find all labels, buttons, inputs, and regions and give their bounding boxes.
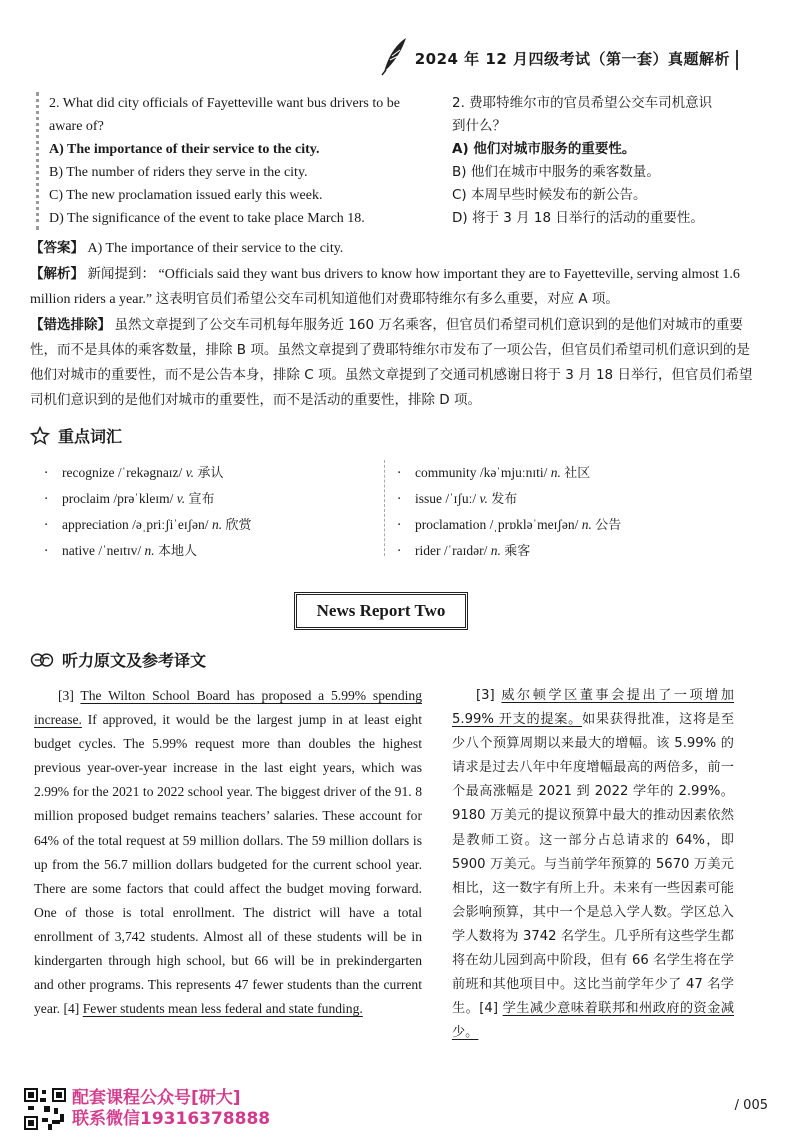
option-c: C) The new proclamation issued early this week. xyxy=(49,188,323,203)
transcript-heading-text: 听力原文及参考译文 xyxy=(62,651,207,670)
star-outline-icon xyxy=(30,426,50,446)
vocab-item: · community /kəˈmjuːnɪti/ n. 社区 xyxy=(397,465,591,481)
vocab-item: · recognize /ˈrekəgnaɪz/ v. 承认 xyxy=(44,465,224,481)
option-a-correct: A) The importance of their service to the city. xyxy=(49,142,320,157)
question-stem-cn: 2. 费耶特维尔市的官员希望公交车司机意识 xyxy=(452,95,713,111)
question-stem-cont: aware of? xyxy=(49,119,104,134)
elimination-text: 虽然文章提到了公交车司机每年服务近 160 万名乘客，但官员们希望司机们意识到的是他们对城市的重要性，而不是具体的乘客数量，排除 B 项。虽然文章提到了费耶特维尔市发布了一项公告，但官员们希望司机们意识到的是他们对城市的重要性，而不是公告本身，排除 C 项。虽然文章提到了交通司机感谢日将于 3 月 18 日举行，但官员们希望司机们意识到的是他们对城市的重要性，而不是活动的重要性，排除 D 项。 xyxy=(30,317,753,408)
watermark-line-1: 配套课程公众号[研大] xyxy=(72,1088,241,1108)
vocab-item: · appreciation /əˌpriːʃiˈeɪʃən/ n. 欣赏 xyxy=(44,517,252,533)
option-b-cn: B) 他们在城市中服务的乘客数量。 xyxy=(452,164,660,180)
analysis-tag: 【解析】 xyxy=(30,266,84,282)
header-divider xyxy=(736,50,738,70)
vocab-item: · rider /ˈraɪdər/ n. 乘客 xyxy=(397,543,531,559)
answer-text: A) The importance of their service to the city. xyxy=(87,241,344,256)
key-sentence-underlined: Fewer students mean less federal and state funding. xyxy=(82,1001,363,1017)
key-sentence-underlined: The Wilton School Board has proposed a 5.99% spending increase. xyxy=(34,688,422,728)
question-stem-cn-cont: 到什么？ xyxy=(452,118,506,134)
passage-body: If approved, it would be the largest jump in at least eight budget cycles. The 5.99% request more than doubles the highest previous year-over-year increase in the last eight years, which was 2.99% for the 2021 to 2022 school year. The biggest driver of the 91. 8 million proposed budget remains teachers’ salaries. These account for 64% of the total request at 59 million dollars. The 59 million dollars is up from the 56.7 million dollars budgeted for the current school year. There are some factors that could affect the budget moving forward. One of those is total enrollment. The district will have a total enrollment of 3,742 students. Almost all of these students will be in kindergarten through high school, but 66 will be in prekindergarten and other programs. This represents 47 fewer students than the current year. xyxy=(34,712,422,1017)
vocab-column-right xyxy=(384,460,717,559)
quill-feather-icon xyxy=(378,36,408,76)
paragraph-marker-cn: [3] xyxy=(476,688,495,703)
question-stem: 2. What did city officials of Fayetteville want bus drivers to be xyxy=(49,96,400,111)
vocab-heading xyxy=(30,424,122,447)
page-header xyxy=(378,36,738,76)
vocab-column-left xyxy=(44,460,364,564)
watermark-line-2: 联系微信19316378888 xyxy=(72,1109,271,1129)
elimination-tag: 【错选排除】 xyxy=(30,317,111,333)
answer-line xyxy=(30,236,758,261)
key-sentence-underlined-cn: 威尔顿学区董事会提出了一项增加 5.99% 开支的提案。 xyxy=(452,688,734,728)
listening-chat-icon xyxy=(30,650,54,670)
answer-tag: 【答案】 xyxy=(30,240,84,256)
vocab-item: · issue /ˈɪʃuː/ v. 发布 xyxy=(397,491,518,507)
paragraph-marker-cn: [4] xyxy=(479,1001,498,1017)
passage-chinese xyxy=(452,684,734,1045)
paragraph-marker: [3] xyxy=(58,688,74,703)
passage-body-cn: 如果获得批准，这将是至少八个预算周期以来最大的增幅。该 5.99% 的请求是过去八年中年度增幅最高的两倍多，前一个最高涨幅是 2021 到 2022 学年的 2.99%。9180 万美元的提议预算中最大的推动因素依然是教师工资。这一部分占总请求的 64%，即 5900 万美元。与当前学年预算的 5670 万美元相比，这一数字有所上升。未来有一些因素可能会影响预算，其中一个是总入学人数。学区总入学人数将为 3742 名学生。几乎所有这些学生都将在幼儿园到高中阶段，但有 66 名学生将在学前班和其他项目中。这比当前学年少了 47 名学生。 xyxy=(452,712,735,1017)
page-title: 2024 年 12 月四级考试（第一套）真题解析 xyxy=(414,50,730,68)
elimination-line xyxy=(30,313,758,413)
paragraph-marker: [4] xyxy=(63,1001,80,1017)
page-number: / 005 xyxy=(734,1098,768,1113)
key-sentence-underlined-cn: 学生减少意味着联邦和州政府的资金减少。 xyxy=(452,1001,735,1041)
answer-notes xyxy=(30,236,758,414)
transcript-heading xyxy=(30,648,206,671)
analysis-line xyxy=(30,262,758,312)
report-title-box: News Report Two xyxy=(294,592,468,630)
option-c-cn: C) 本周早些时候发布的新公告。 xyxy=(452,187,647,203)
option-d-cn: D) 将于 3 月 18 日举行的活动的重要性。 xyxy=(452,210,704,226)
watermark xyxy=(24,1088,270,1130)
vocab-item: · proclaim /prəˈkleɪm/ v. 宣布 xyxy=(44,491,215,507)
passage-english xyxy=(34,684,422,1021)
vocab-item: · native /ˈneɪtɪv/ n. 本地人 xyxy=(44,543,198,559)
question-english xyxy=(36,92,433,230)
option-b: B) The number of riders they serve in the city. xyxy=(49,165,308,180)
question-chinese xyxy=(452,92,752,230)
qr-code-icon xyxy=(24,1088,66,1130)
analysis-lead: 新闻提到： xyxy=(87,266,155,282)
vocab-heading-text: 重点词汇 xyxy=(58,427,123,446)
analysis-text: 这表明官员们希望公交车司机知道他们对费耶特维尔有多么重要，对应 A 项。 xyxy=(155,291,619,307)
option-d: D) The significance of the event to take place March 18. xyxy=(49,211,365,226)
option-a-cn-correct: A) 他们对城市服务的重要性。 xyxy=(452,141,636,157)
vocab-item: · proclamation /ˌprɒkləˈmeɪʃən/ n. 公告 xyxy=(397,517,622,533)
analysis-quote: “Officials said they want bus drivers to know how important they are to Fayetteville, serving almost 1.6 million riders a year.” xyxy=(30,267,740,307)
